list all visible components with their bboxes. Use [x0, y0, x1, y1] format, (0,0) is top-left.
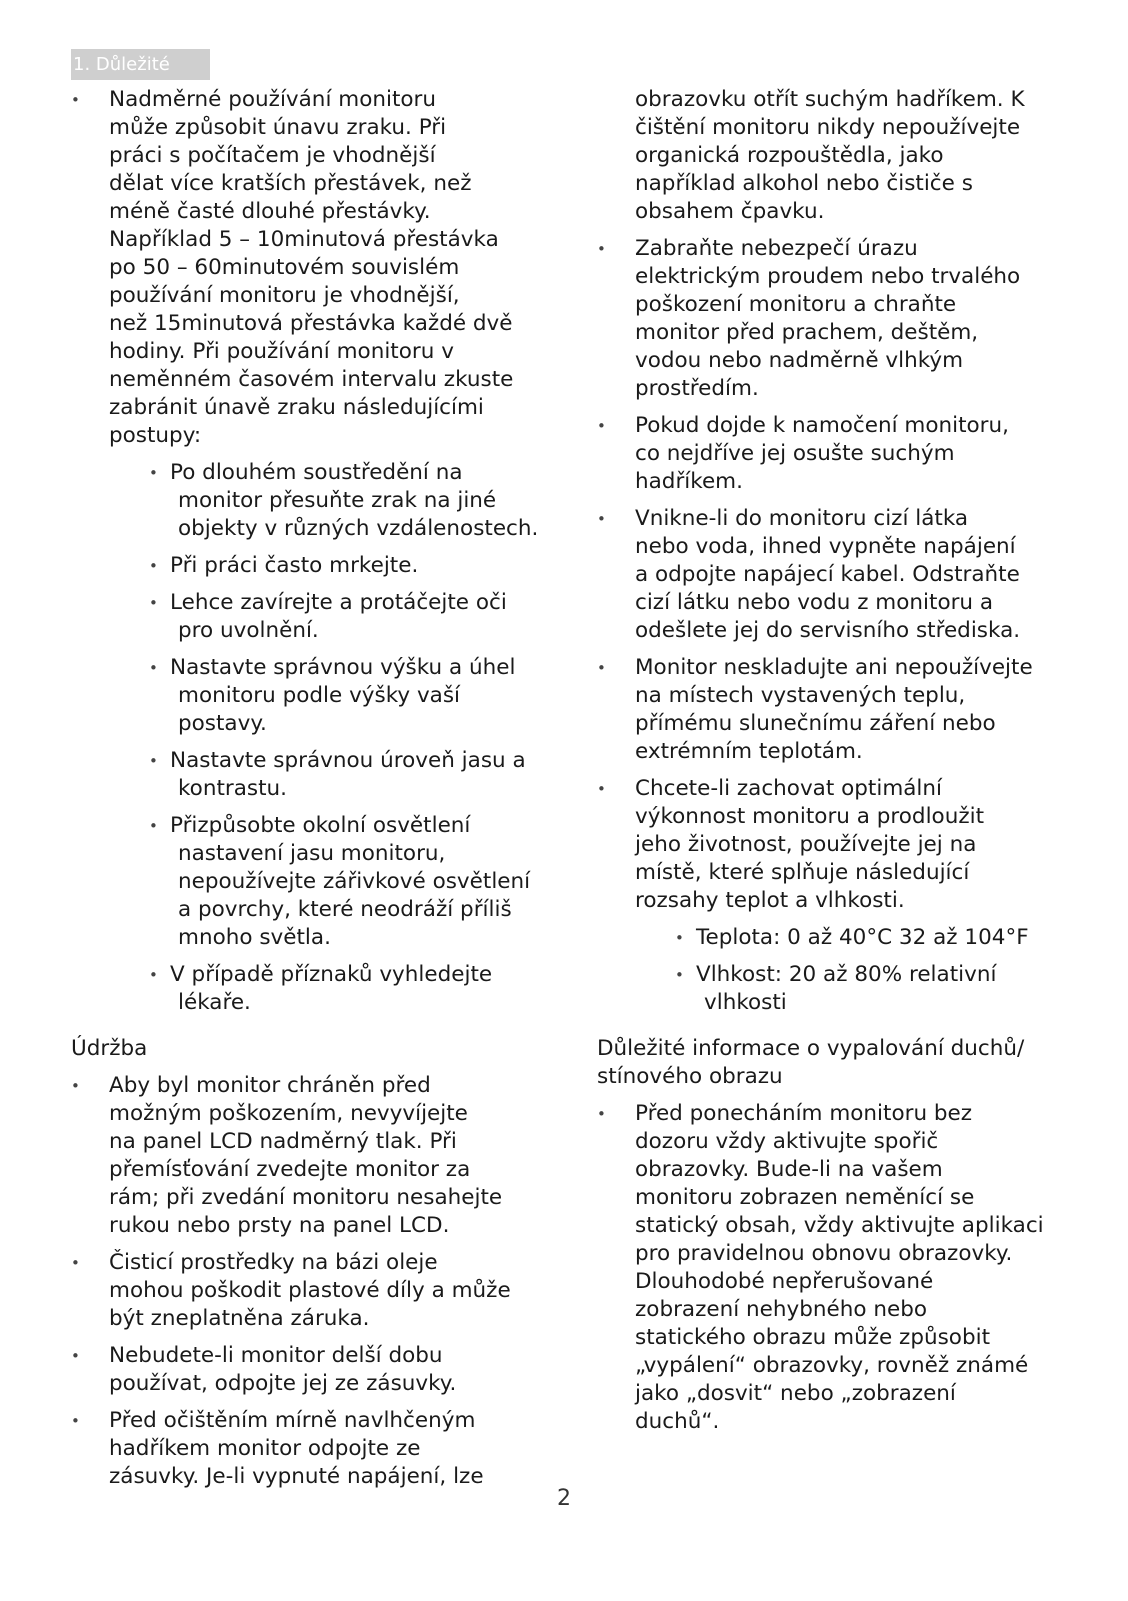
list-item-text: Před ponecháním monitoru bez dozoru vždy aktivujte spořič obrazovky. Bude-li na vašem monitoru zobrazen neměnící se statický obsah, vždy aktivujte aplikaci pro pravidelnou obnovu obrazovky. Dlouhodobé nepřerušované zobrazení nehybného nebo statického obrazu může způsobit „vypálení“ obrazovky, rovněž známé jako „dosvit“ nebo „zobrazení duchů“.: [635, 1101, 1044, 1434]
list-item-text: Zabraňte nebezpečí úrazu elektrickým proudem nebo trvalého poškození monitoru a chraňte monitor před prachem, deštěm, vodou nebo nadměrně vlhkým prostředím.: [635, 236, 1021, 401]
sub-list-item: [635, 924, 1067, 952]
list-item-text: Aby byl monitor chráněn před možným poškozením, nevyvíjejte na panel LCD nadměrný tlak. Při přemísťování zvedejte monitor za rám; při zvedání monitoru nesahejte rukou nebo prsty na panel LCD.: [109, 1073, 503, 1238]
list-item: [597, 235, 1067, 403]
maintenance-heading: Údržba: [71, 1036, 148, 1061]
sub-list-item: [109, 459, 541, 543]
sub-list-item-text: Nastavte správnou úroveň jasu a kontrastu.: [170, 748, 526, 801]
sub-list-item-text: Při práci často mrkejte.: [170, 553, 419, 578]
sub-list-item: [109, 654, 541, 738]
list-item-text: Vnikne-li do monitoru cizí látka nebo voda, ihned vypněte napájení a odpojte napájecí kabel. Odstraňte cizí látku nebo vodu z monitoru a odešlete jej do servisního střediska.: [635, 506, 1021, 643]
maintenance-list: [71, 1072, 541, 1491]
eye-strain-list: [71, 86, 541, 1017]
burn-in-heading: Důležité informace o vypalování duchů/ stínového obrazu: [597, 1036, 1025, 1089]
list-item: [71, 1407, 541, 1491]
list-item: [71, 1342, 541, 1398]
eye-strain-tips: [109, 459, 541, 1017]
list-item-text: Chcete-li zachovat optimální výkonnost monitoru a prodloužit jeho životnost, používejte jej na místě, které splňuje následující rozsahy teplot a vlhkosti.: [635, 776, 985, 913]
sub-list-item-text: Lehce zavírejte a protáčejte oči pro uvolnění.: [170, 590, 507, 643]
temperature-range: Teplota: 0 až 40°C 32 až 104°F: [696, 925, 1029, 950]
list-item: [71, 86, 541, 1017]
list-item-text: Nebudete-li monitor delší dobu používat, odpojte jej ze zásuvky.: [109, 1343, 457, 1396]
sub-list-item: [109, 812, 541, 952]
list-item: [597, 654, 1067, 766]
care-list: [597, 235, 1067, 1017]
sub-list-item: [109, 552, 541, 580]
list-item: [597, 412, 1067, 496]
left-column: [71, 86, 541, 1500]
list-item-text: Nadměrné používání monitoru může způsobit únavu zraku. Při práci s počítačem je vhodnější dělat více kratších přestávek, než méně časté dlouhé přestávky. Například 5 – 10minutová přestávka po 50 – 60minutovém souvislém používání monitoru je vhodnější, než 15minutová přestávka každé dvě hodiny. Při používání monitoru v neměnném časovém intervalu zkuste zabránit únavě zraku následujícími postupy:: [109, 87, 514, 448]
right-column: [597, 86, 1067, 1445]
burn-in-list: [597, 1100, 1067, 1436]
sub-list-item: [109, 589, 541, 645]
sub-list-item: [635, 961, 1067, 1017]
list-item: [71, 1249, 541, 1333]
humidity-range: Vlhkost: 20 až 80% relativní vlhkosti: [696, 962, 997, 1015]
list-item: [597, 775, 1067, 1017]
sub-list-item: [109, 747, 541, 803]
list-item-text: Čisticí prostředky na bázi oleje mohou poškodit plastové díly a může být zneplatněna záruka.: [109, 1250, 511, 1331]
continued-text: obrazovku otřít suchým hadříkem. K čištění monitoru nikdy nepoužívejte organická rozpouštědla, jako například alkohol nebo čističe s obsahem čpavku.: [635, 87, 1025, 224]
list-item-text: Monitor neskladujte ani nepoužívejte na místech vystavených teplu, přímému slunečnímu záření nebo extrémním teplotám.: [635, 655, 1033, 764]
sub-list-item-text: V případě příznaků vyhledejte lékaře.: [170, 962, 493, 1015]
list-item-text: Před očištěním mírně navlhčeným hadříkem monitor odpojte ze zásuvky. Je-li vypnuté napájení, lze: [109, 1408, 484, 1489]
list-item: [597, 505, 1067, 645]
list-item: [597, 1100, 1067, 1436]
list-item: [71, 1072, 541, 1240]
page-number: 2: [557, 1486, 571, 1511]
sub-list-item-text: Po dlouhém soustředění na monitor přesuňte zrak na jiné objekty v různých vzdálenostech.: [170, 460, 539, 541]
operating-conditions: [635, 924, 1067, 1017]
sub-list-item-text: Nastavte správnou výšku a úhel monitoru podle výšky vaší postavy.: [170, 655, 516, 736]
sub-list-item: [109, 961, 541, 1017]
sub-list-item-text: Přizpůsobte okolní osvětlení nastavení jasu monitoru, nepoužívejte zářivkové osvětlení a povrchy, které neodráží příliš mnoho světla.: [170, 813, 531, 950]
list-item-text: Pokud dojde k namočení monitoru, co nejdříve jej osušte suchým hadříkem.: [635, 413, 1009, 494]
section-tab: 1. Důležité: [71, 49, 210, 80]
